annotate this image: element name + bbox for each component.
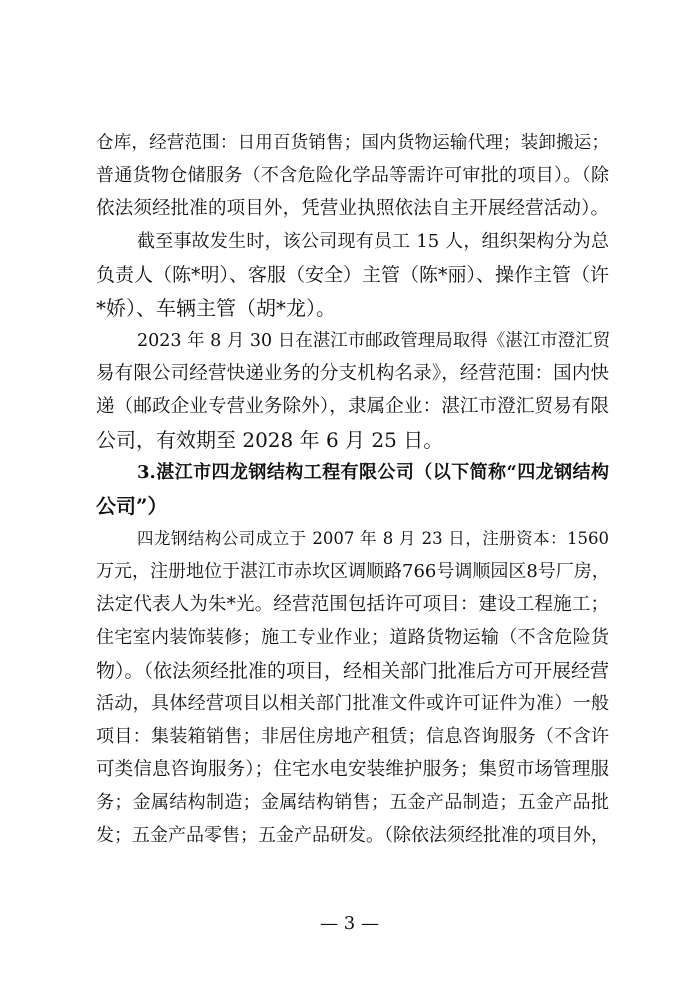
text-line: 万元，注册地位于湛江市赤坎区调顺路766号调顺园区8号厂房， bbox=[96, 561, 610, 582]
text-line: 依法须经批准的项目外，凭营业执照依法自主开展经营活动）。 bbox=[96, 198, 609, 219]
text-line: *娇）、车辆主管（胡*龙）。 bbox=[96, 296, 336, 320]
text-line: 递（邮政企业专营业务除外），隶属企业：湛江市澄汇贸易有限 bbox=[96, 396, 609, 417]
text-line: 四龙钢结构公司成立于 2007 年 8 月 23 日，注册资本：1560 bbox=[137, 529, 609, 548]
text-line: 截至事故发生时，该公司现有员工 15 人，组织架构分为总 bbox=[137, 231, 609, 252]
text-line: 项目：集装箱销售；非居住房地产租赁；信息咨询服务（不含许 bbox=[96, 726, 609, 747]
text-line: 公司，有效期至 2028 年 6 月 25 日。 bbox=[96, 428, 444, 452]
section-heading: 公司”） bbox=[96, 494, 168, 518]
page-number: — 3 — bbox=[320, 913, 379, 934]
text-line: 活动，具体经营项目以相关部门批准文件或许可证件为准）一般 bbox=[96, 693, 609, 714]
text-line: 发；五金产品零售；五金产品研发。（除依法须经批准的项目外， bbox=[96, 825, 609, 846]
text-line: 务；金属结构制造；金属结构销售；五金产品制造；五金产品批 bbox=[96, 792, 609, 813]
text-line: 负责人（陈*明）、客服（安全）主管（陈*丽）、操作主管（许 bbox=[96, 264, 610, 286]
text-line: 普通货物仓储服务（不含危险化学品等需许可审批的项目）。（除 bbox=[96, 165, 609, 186]
text-line: 法定代表人为朱*光。经营范围包括许可项目：建设工程施工； bbox=[96, 594, 609, 615]
text-line: 物）。（依法须经批准的项目，经相关部门批准后方可开展经营 bbox=[96, 660, 610, 682]
text-line: 仓库，经营范围：日用百货销售；国内货物运输代理；装卸搬运； bbox=[96, 133, 609, 153]
text-line: 可类信息咨询服务）；住宅水电安装维护服务；集贸市场管理服 bbox=[96, 759, 609, 780]
section-heading: 3.湛江市四龙钢结构工程有限公司（以下简称“四龙钢结构 bbox=[137, 462, 609, 483]
text-line: 住宅室内装饰装修；施工专业作业；道路货物运输（不含危险货 bbox=[96, 627, 609, 648]
text-line: 易有限公司经营快递业务的分支机构名录》，经营范围：国内快 bbox=[96, 363, 609, 384]
text-line: 2023 年 8 月 30 日在湛江市邮政管理局取得《湛江市澄汇贸 bbox=[137, 331, 611, 351]
